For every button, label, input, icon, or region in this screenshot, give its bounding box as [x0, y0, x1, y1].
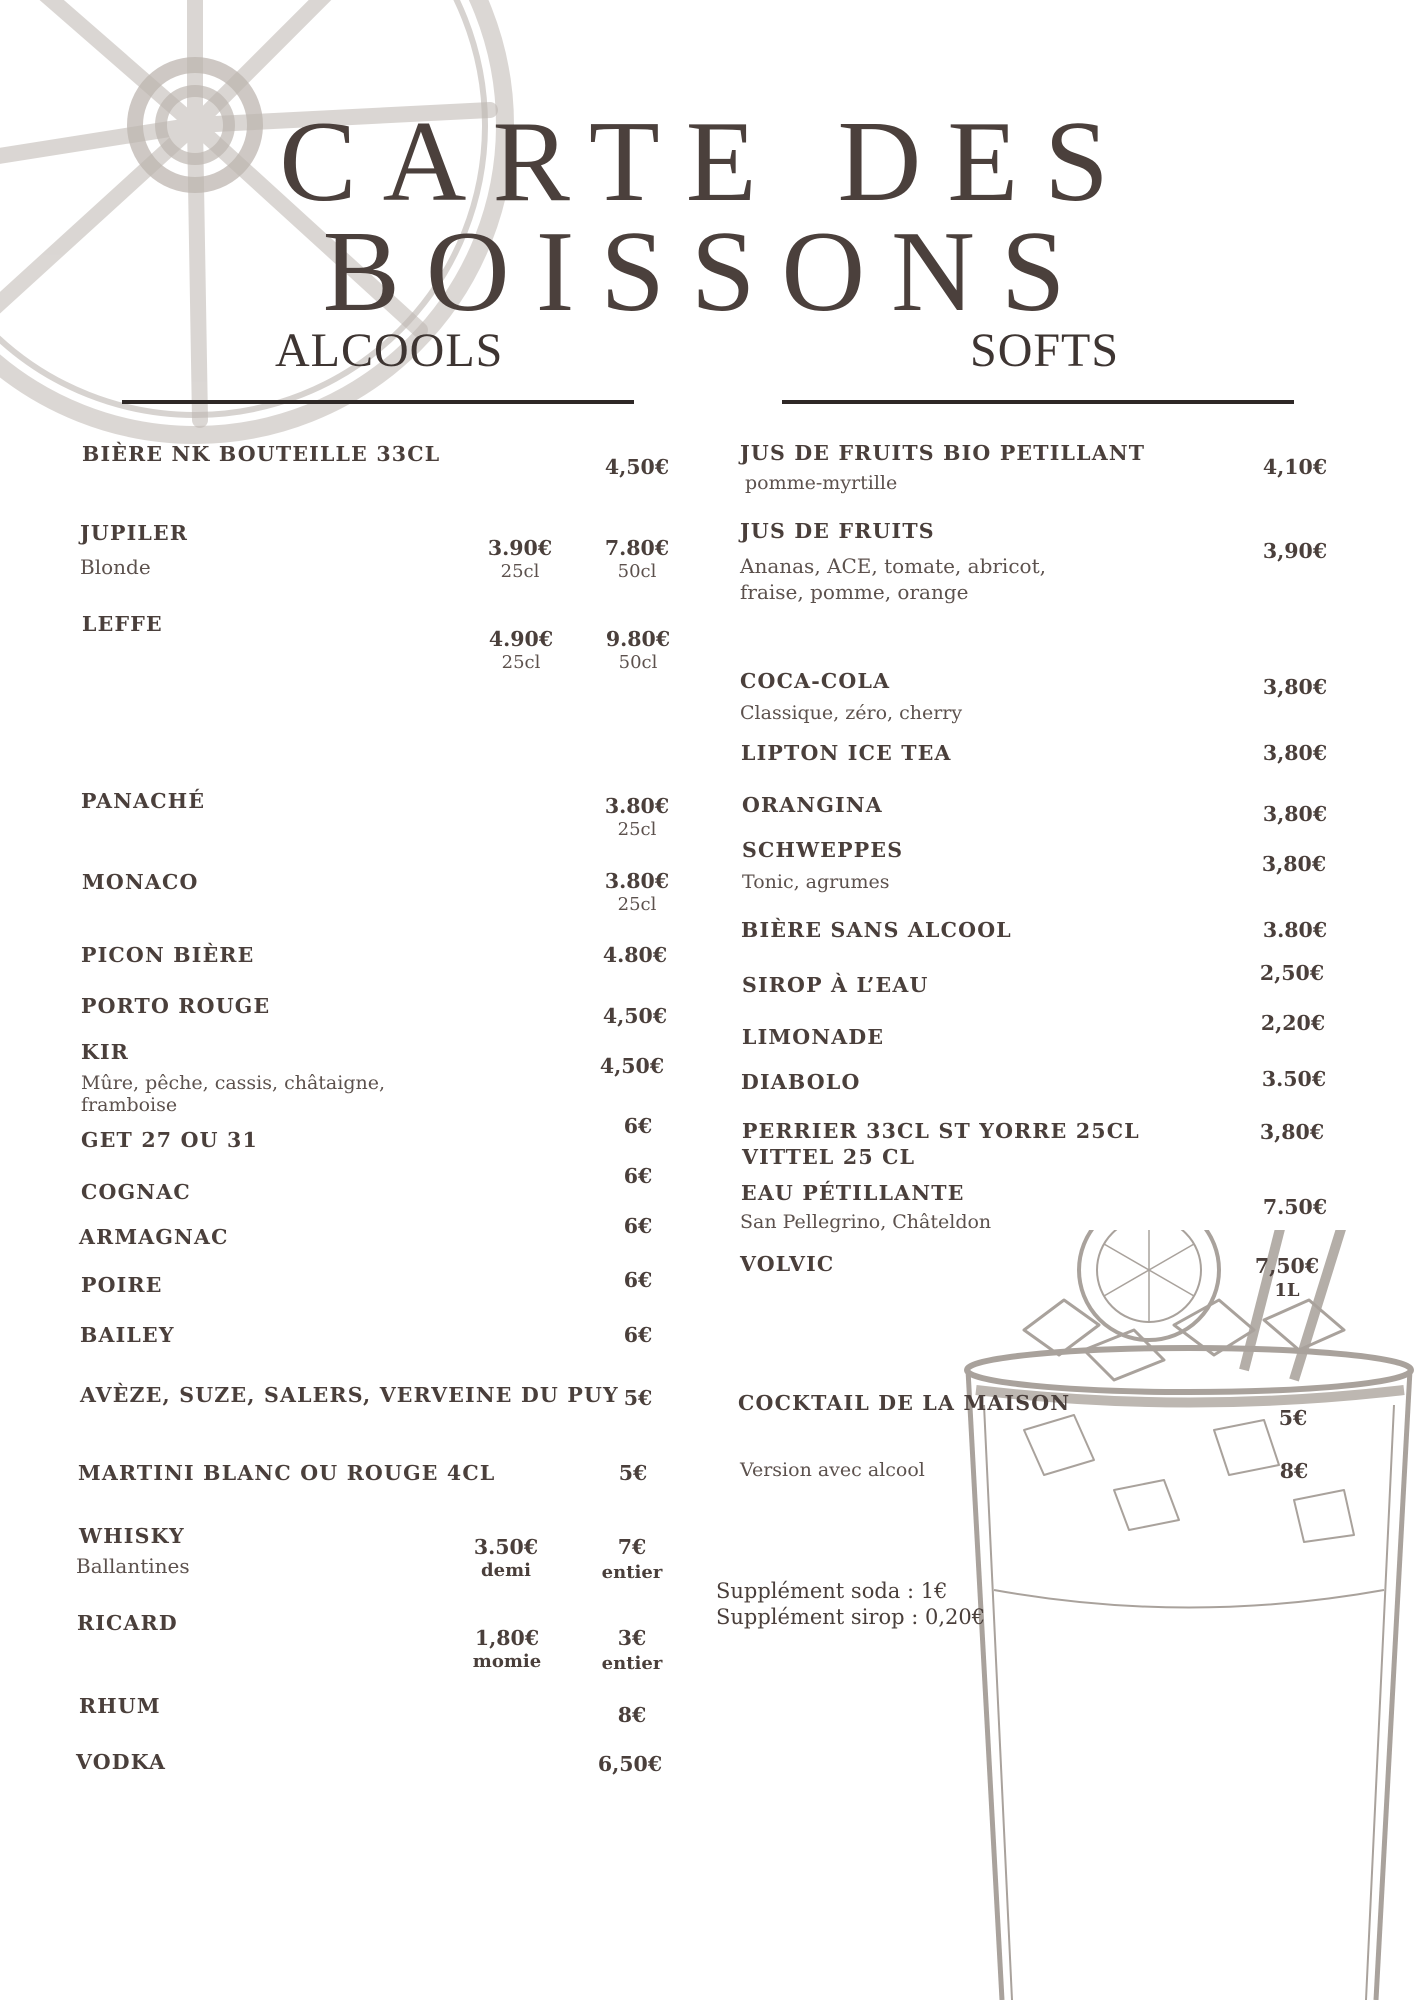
supplement-soda: Supplément soda : 1€ — [716, 1579, 948, 1603]
item-price: 3.50€ — [1261, 1067, 1327, 1091]
item-name: BIÈRE NK BOUTEILLE 33CL — [82, 442, 441, 466]
item-price: 6€ — [623, 1114, 653, 1138]
cocktail-price: 5€ — [1278, 1406, 1308, 1430]
softs-heading: SOFTS — [970, 324, 1120, 377]
item-name: SIROP À L’EAU — [742, 973, 929, 997]
item-name: PERRIER 33CL ST YORRE 25CL — [742, 1119, 1140, 1143]
cocktail-name: COCKTAIL DE LA MAISON — [738, 1391, 1071, 1415]
item-size-large: 50cl — [618, 652, 658, 673]
item-price: 3.80€ — [1262, 918, 1328, 942]
item-name: KIR — [81, 1040, 130, 1064]
item-name: COCA-COLA — [740, 669, 891, 693]
item-name: LIPTON ICE TEA — [741, 741, 952, 765]
item-price-large: 9.80€ — [605, 627, 671, 651]
item-price: 5€ — [618, 1461, 648, 1485]
item-price: 3,90€ — [1262, 539, 1328, 563]
item-price: 4,50€ — [604, 455, 670, 479]
item-price: 4,50€ — [599, 1054, 665, 1078]
item-price-large: 7€ — [617, 1535, 647, 1559]
item-price: 7.50€ — [1262, 1195, 1328, 1219]
item-name: VOLVIC — [740, 1252, 835, 1276]
item-price: 4.80€ — [602, 943, 668, 967]
item-name: PANACHÉ — [81, 789, 206, 813]
item-name: SCHWEPPES — [742, 838, 904, 862]
item-name: POIRE — [81, 1273, 163, 1297]
item-price: 6€ — [623, 1214, 653, 1238]
item-price-small: 4.90€ — [488, 627, 554, 651]
item-name: COGNAC — [81, 1180, 191, 1204]
item-price-small: 1,80€ — [474, 1626, 540, 1650]
item-size-large: entier — [601, 1653, 663, 1674]
item-desc: Tonic, agrumes — [742, 871, 890, 893]
item-desc: Mûre, pêche, cassis, châtaigne, framboise — [81, 1072, 386, 1116]
item-price: 2,20€ — [1260, 1011, 1326, 1035]
item-desc: Classique, zéro, cherry — [740, 702, 963, 724]
item-name: PICON BIÈRE — [81, 943, 255, 967]
item-name: MONACO — [82, 870, 199, 894]
item-price: 6€ — [623, 1164, 653, 1188]
item-price: 3,80€ — [1259, 1120, 1325, 1144]
item-name: RHUM — [79, 1694, 161, 1718]
item-price-small: 3.90€ — [487, 536, 553, 560]
item-size: 25cl — [617, 819, 657, 840]
item-price-large: 7.80€ — [604, 536, 670, 560]
cocktail-variant-price: 8€ — [1279, 1459, 1309, 1483]
item-price: 3,80€ — [1262, 741, 1328, 765]
item-price: 3,80€ — [1262, 802, 1328, 826]
item-name: RICARD — [77, 1611, 178, 1635]
item-size-small: 25cl — [500, 561, 540, 582]
alcools-heading: ALCOOLS — [275, 324, 504, 377]
item-name: PORTO ROUGE — [81, 994, 271, 1018]
item-price: 6€ — [623, 1268, 653, 1292]
item-size-small: momie — [472, 1651, 542, 1672]
item-price: 4,50€ — [602, 1004, 668, 1028]
item-name: JUS DE FRUITS — [740, 519, 935, 543]
item-price: 6€ — [623, 1323, 653, 1347]
item-price: 2,50€ — [1259, 961, 1325, 985]
item-desc: Ballantines — [76, 1554, 190, 1578]
item-desc: San Pellegrino, Châteldon — [740, 1211, 992, 1233]
item-price: 3.80€ — [604, 869, 670, 893]
item-size-large: entier — [601, 1562, 663, 1583]
item-name: ORANGINA — [742, 793, 883, 817]
item-name: BAILEY — [80, 1323, 175, 1347]
item-name: AVÈZE, SUZE, SALERS, VERVEINE DU PUY — [80, 1383, 619, 1407]
item-desc: Blonde — [80, 555, 151, 579]
item-name: VODKA — [76, 1750, 167, 1774]
item-price: 4,10€ — [1262, 455, 1328, 479]
item-size-large: 50cl — [617, 561, 657, 582]
cocktail-glass-illustration — [964, 1230, 1414, 2000]
item-name: ARMAGNAC — [79, 1225, 229, 1249]
item-price: 7,50€ — [1254, 1254, 1320, 1278]
item-price: 3.80€ — [604, 794, 670, 818]
item-name: LEFFE — [82, 612, 163, 636]
item-name: GET 27 OU 31 — [81, 1128, 258, 1152]
softs-divider — [782, 400, 1294, 404]
cocktail-variant: Version avec alcool — [740, 1459, 925, 1481]
alcools-divider — [122, 400, 634, 404]
item-price: 3,80€ — [1262, 675, 1328, 699]
item-size-small: 25cl — [501, 652, 541, 673]
item-name: WHISKY — [79, 1524, 185, 1548]
item-price: 6,50€ — [597, 1752, 663, 1776]
item-name: DIABOLO — [741, 1070, 861, 1094]
item-price: 3,80€ — [1261, 852, 1327, 876]
item-name: EAU PÉTILLANTE — [741, 1181, 965, 1205]
item-name: LIMONADE — [742, 1025, 885, 1049]
page-title-line1: CARTE DES — [279, 98, 1135, 226]
item-name-line2: VITTEL 25 CL — [742, 1145, 916, 1169]
item-name: JUS DE FRUITS BIO PETILLANT — [740, 441, 1146, 465]
item-name: MARTINI BLANC OU ROUGE 4CL — [78, 1461, 496, 1485]
item-size-small: demi — [481, 1560, 531, 1581]
item-name: JUPILER — [80, 521, 189, 545]
item-price-large: 3€ — [617, 1626, 647, 1650]
item-price: 8€ — [617, 1703, 647, 1727]
item-desc: pomme-myrtille — [745, 472, 898, 494]
item-price: 5€ — [623, 1386, 653, 1410]
page-title-line2: BOISSONS — [322, 208, 1092, 336]
item-size: 25cl — [617, 894, 657, 915]
item-desc: Ananas, ACE, tomate, abricot, fraise, pomme, orange — [740, 554, 1046, 604]
supplement-sirop: Supplément sirop : 0,20€ — [716, 1605, 986, 1629]
item-price-small: 3.50€ — [473, 1535, 539, 1559]
item-name: BIÈRE SANS ALCOOL — [741, 918, 1012, 942]
item-size: 1L — [1274, 1280, 1300, 1301]
